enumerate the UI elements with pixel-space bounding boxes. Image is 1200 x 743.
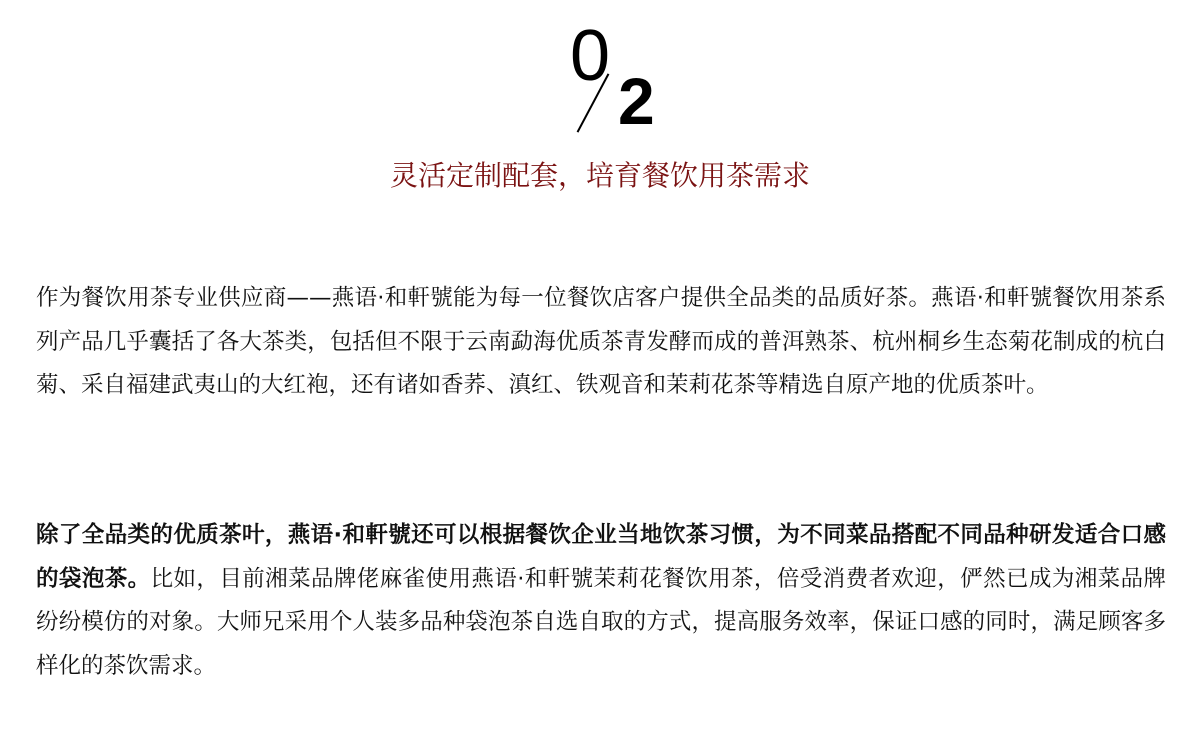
paragraph-full-range-teas (36, 277, 1166, 408)
paragraph-custom-tea-bags (36, 514, 1166, 688)
paragraph-text: 作为餐饮用茶专业供应商——燕语·和軒號能为每一位餐饮店客户提供全品类的品质好茶。燕语·和軒號餐饮用茶系列产品几乎囊括了各大茶类，包括但不限于云南勐海优质茶青发酵而成的普洱熟茶、杭州桐乡生态菊花制成的杭白菊、采自福建武夷山的大红袍，还有诸如香荞、滇红、铁观音和茉莉花茶等精选自原产地的优质茶叶。 (36, 285, 1166, 398)
paragraph-text: 比如，目前湘菜品牌佬麻雀使用燕语·和軒號茉莉花餐饮用茶，倍受消费者欢迎，俨然已成为湘菜品牌纷纷模仿的对象。大师兄采用个人装多品种袋泡茶自选自取的方式，提高服务效率，保证口感的同时，满足顾客多样化的茶饮需求。 (36, 565, 1166, 679)
section-number-second-digit: 2 (618, 64, 655, 138)
section-number-first-digit: 0 (570, 16, 611, 96)
paragraph-highlight: 除了全品类的优质茶叶，燕语·和軒號还可以根据餐饮企业当地饮茶习惯，为不同菜品搭配不同品种研发适合口感的袋泡茶。 (36, 522, 1166, 592)
section-title: 灵活定制配套，培育餐饮用茶需求 (389, 159, 810, 192)
section-number (570, 18, 680, 138)
